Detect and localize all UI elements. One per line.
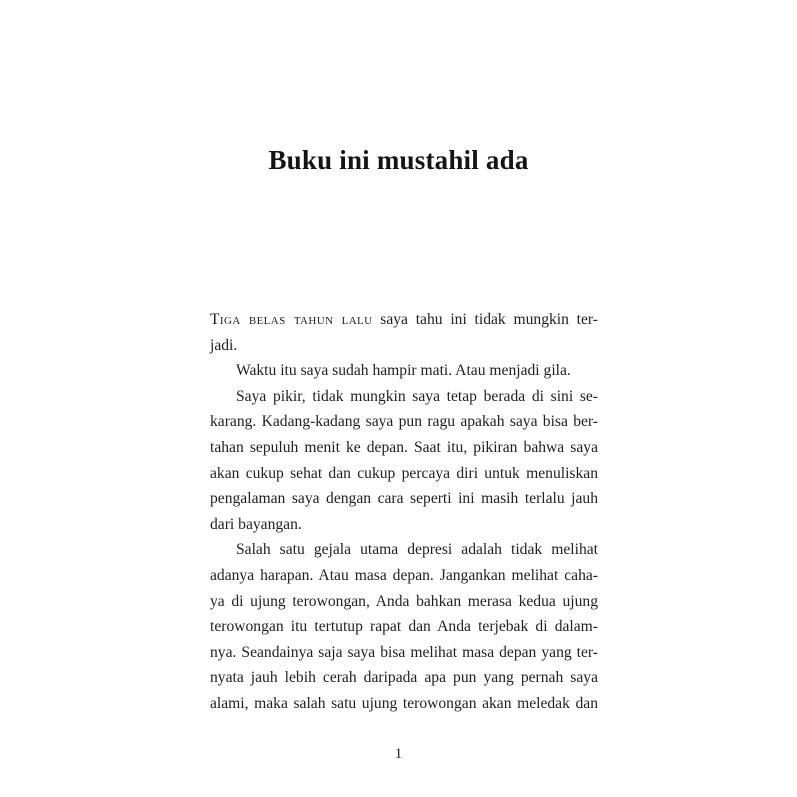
text-line-13: terowongan itu tertutup rapat dan Anda terjebak di dalam-	[210, 618, 598, 636]
opening-smallcaps: Tiga belas tahun lalu	[210, 311, 373, 328]
text-line-12: ya di ujung terowongan, Anda bahkan merasa kedua ujung	[210, 592, 598, 610]
chapter-title: Buku ini mustahil ada	[268, 145, 529, 175]
text-line-16: alami, maka salah satu ujung terowongan akan meledak dan	[210, 694, 598, 712]
text-line-10: Salah satu gejala utama depresi adalah tidak melihat	[236, 541, 598, 559]
text-line-7: akan cukup sehat dan cukup percaya diri untuk menuliskan	[210, 464, 598, 482]
text-line-9: dari bayangan.	[210, 515, 302, 533]
text-line-2: jadi.	[210, 336, 238, 354]
text-line-8: pengalaman saya dengan cara seperti ini masih terlalu jauh	[210, 490, 598, 508]
body-text	[210, 307, 598, 717]
page-number: 1	[394, 746, 403, 762]
text-line-1	[210, 307, 598, 333]
text-line-5: karang. Kadang-kadang saya pun ragu apakah saya bisa ber-	[210, 413, 598, 431]
text-line-15: nyata jauh lebih cerah daripada apa pun yang pernah saya	[210, 669, 598, 687]
text-line-6: tahan sepuluh menit ke depan. Saat itu, pikiran bahwa saya	[210, 438, 598, 456]
text-line-1-rest: saya tahu ini tidak mungkin ter-	[372, 311, 598, 328]
text-line-14: nya. Seandainya saja saya bisa melihat masa depan yang ter-	[210, 643, 598, 661]
text-line-3: Waktu itu saya sudah hampir mati. Atau menjadi gila.	[236, 362, 571, 380]
text-line-11: adanya harapan. Atau masa depan. Jangankan melihat caha-	[210, 566, 598, 584]
text-line-4: Saya pikir, tidak mungkin saya tetap berada di sini se-	[236, 387, 598, 405]
